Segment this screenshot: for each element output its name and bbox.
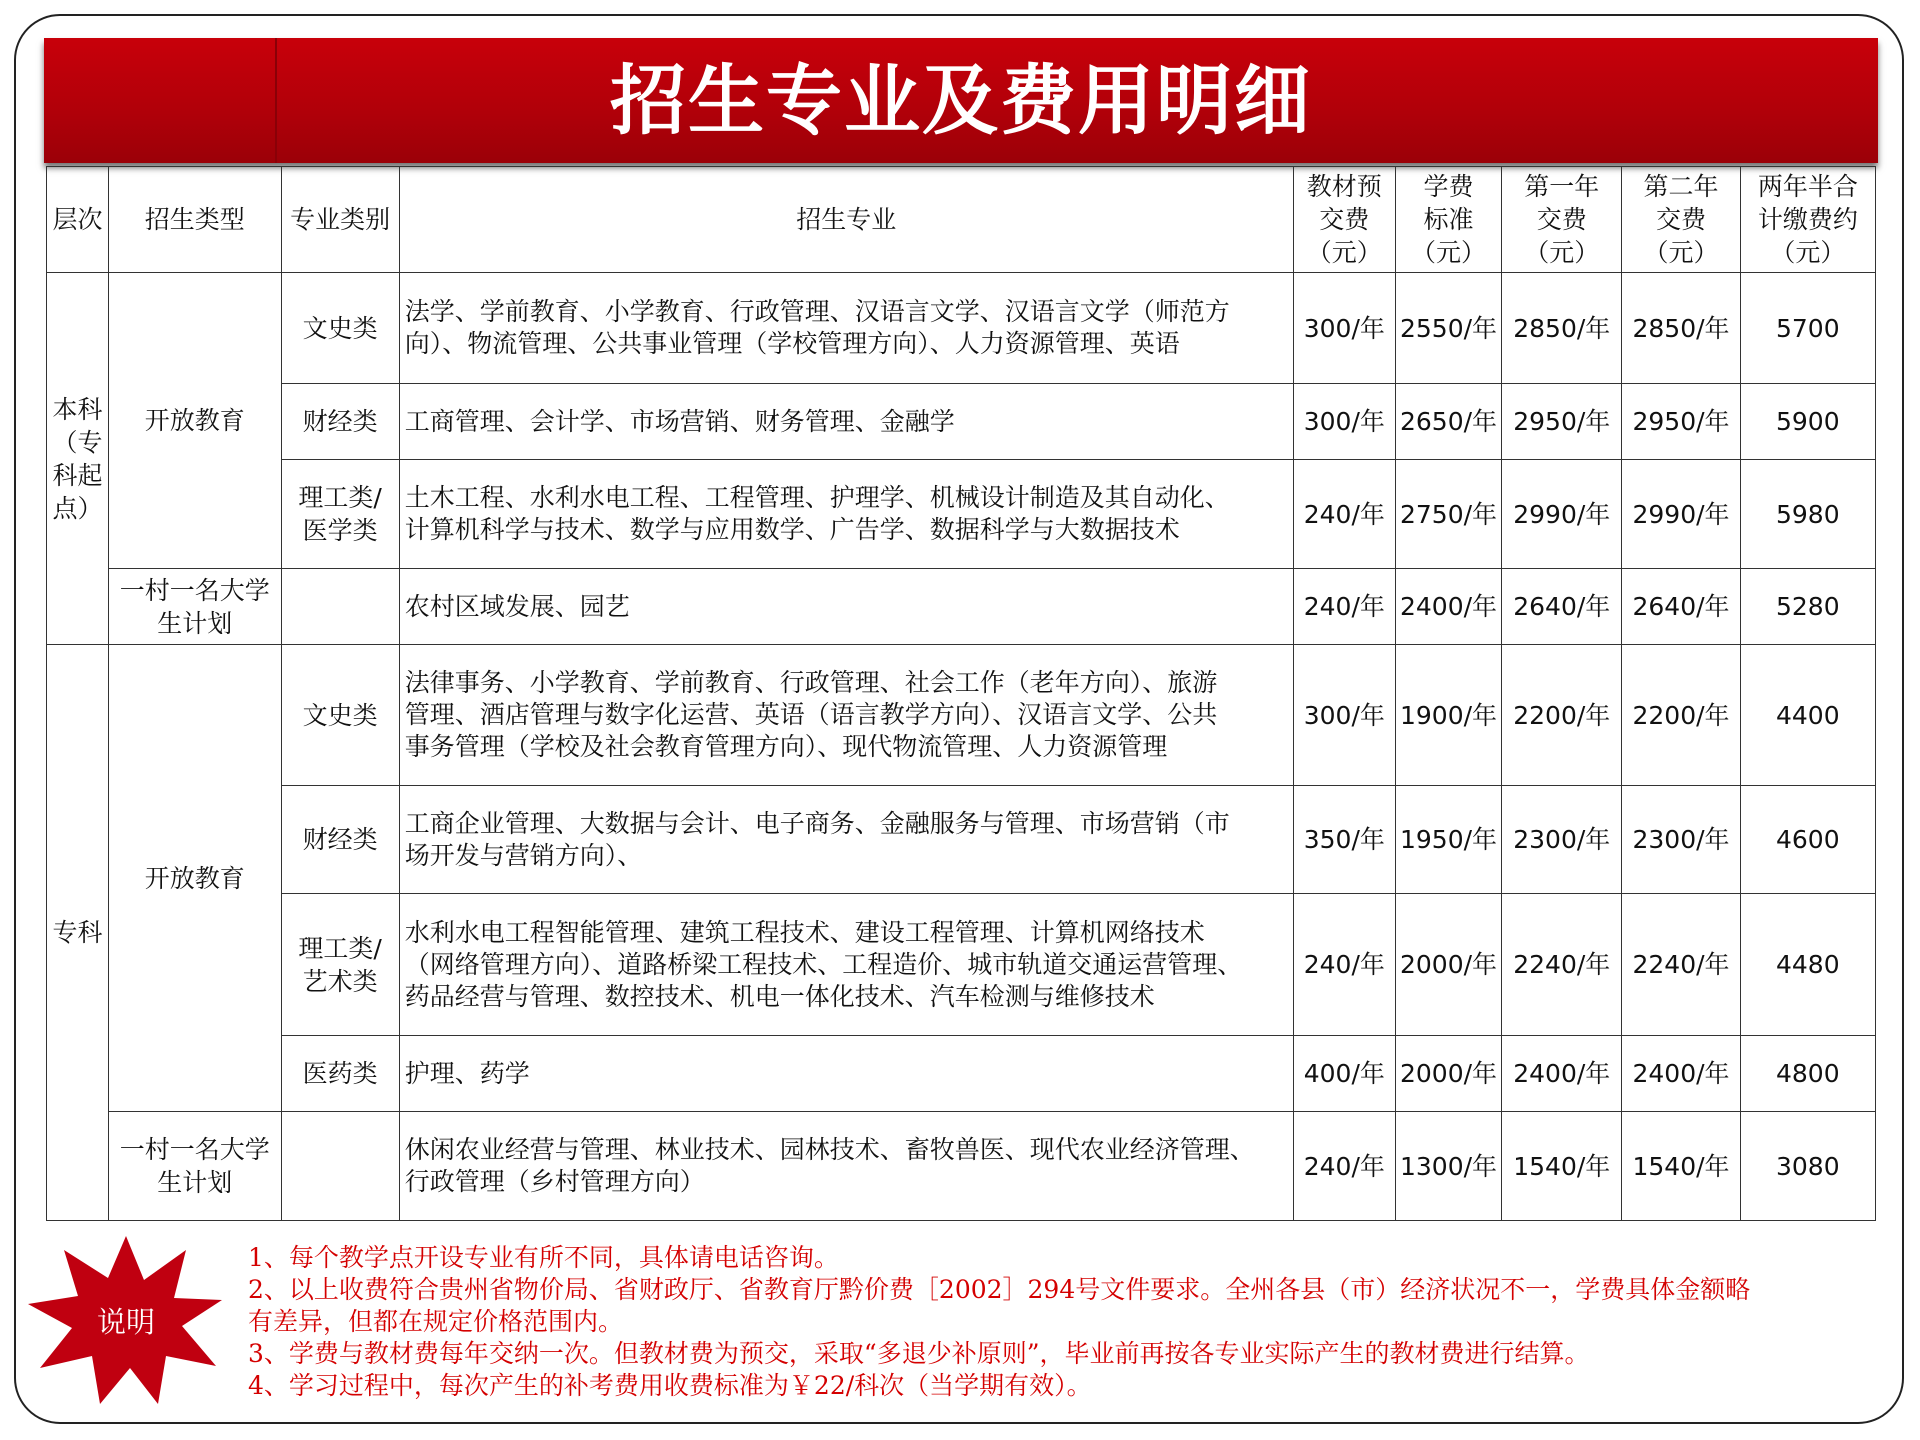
year2-cell: 2950/年 [1622,384,1740,460]
category-cell [281,460,399,569]
year1-cell: 2850/年 [1502,273,1622,384]
majors-line: 农村区域发展、园艺 [404,591,630,621]
majors-cell [399,384,1293,460]
header-textbook-line: 教材预 [1306,172,1382,201]
majors-line: 向）、物流管理、公共事业管理（学校管理方向）、人力资源管理、英语 [404,329,1180,358]
majors-line: 管理、酒店管理与数字化运营、英语（语言教学方向）、汉语言文学、公共 [404,700,1218,729]
tuition-cell: 2550/年 [1395,273,1501,384]
title-banner [44,38,1878,163]
majors-cell [399,1036,1293,1112]
year2-cell: 2850/年 [1622,273,1740,384]
category-line: 理工类/ [298,483,382,512]
majors-line: 休闲农业经营与管理、林业技术、园林技术、畜牧兽医、现代农业经济管理、 [404,1135,1255,1164]
textbook-fee-cell: 400/年 [1293,1036,1395,1112]
year2-cell: 2640/年 [1622,569,1740,645]
header-majors: 招生专业 [399,167,1293,273]
year2-cell: 2240/年 [1622,894,1740,1036]
tuition-cell: 2000/年 [1395,894,1501,1036]
category-line: 艺术类 [302,966,378,996]
year1-cell: 2240/年 [1502,894,1622,1036]
table-row [47,1112,1876,1221]
majors-line: 法学、学前教育、小学教育、行政管理、汉语言文学、汉语言文学（师范方 [404,297,1230,326]
category-line: 医学类 [302,516,378,545]
category-line: 理工类/ [298,933,382,963]
table-row [47,894,1876,1036]
category-cell [281,894,399,1036]
level-cell-zhuanke: 专科 [47,645,109,1221]
header-category: 专业类别 [281,167,399,273]
majors-line: 行政管理（乡村管理方向） [404,1167,705,1196]
year1-cell: 2200/年 [1502,645,1622,786]
total-cell: 4480 [1740,894,1875,1036]
year1-cell: 2990/年 [1502,460,1622,569]
table-row [47,273,1876,384]
tuition-cell: 2650/年 [1395,384,1501,460]
tuition-cell: 1900/年 [1395,645,1501,786]
category-cell [281,1112,399,1221]
majors-cell [399,569,1293,645]
textbook-fee-cell: 240/年 [1293,460,1395,569]
year1-cell: 2400/年 [1502,1036,1622,1112]
textbook-fee-cell: 240/年 [1293,1112,1395,1221]
header-tuition-line: （元） [1411,238,1487,267]
header-textbook-fee [1293,167,1395,273]
header-year1 [1502,167,1622,273]
majors-line: 场开发与营销方向）、 [404,840,643,870]
majors-cell [399,894,1293,1036]
majors-line: 法律事务、小学教育、学前教育、行政管理、社会工作（老年方向）、旅游 [404,668,1218,697]
header-textbook-line: 交费 [1319,205,1370,234]
header-total-line: （元） [1770,238,1846,267]
year2-cell: 2300/年 [1622,786,1740,894]
year2-cell: 2400/年 [1622,1036,1740,1112]
note-item: 3、学费与教材费每年交纳一次。但教材费为预交，采取“多退少补原则”，毕业前再按各专业实际产生的教材费进行结算。 [248,1339,1590,1368]
tuition-cell: 2000/年 [1395,1036,1501,1112]
majors-line: 药品经营与管理、数控技术、机电一体化技术、汽车检测与维修技术 [404,981,1155,1011]
enroll-type-cell [109,569,281,645]
tuition-cell: 2750/年 [1395,460,1501,569]
total-cell: 4600 [1740,786,1875,894]
table-row [47,460,1876,569]
header-total-line: 两年半合 [1757,172,1858,201]
total-cell: 5280 [1740,569,1875,645]
category-cell: 财经类 [281,786,399,894]
year1-cell: 2300/年 [1502,786,1622,894]
enroll-type-line: 一村一名大学 [119,575,270,605]
note-item: 1、每个教学点开设专业有所不同，具体请电话咨询。 [248,1243,839,1272]
year1-cell: 2640/年 [1502,569,1622,645]
total-cell: 5980 [1740,460,1875,569]
page-title: 招生专业及费用明细 [610,56,1312,145]
year2-cell: 2200/年 [1622,645,1740,786]
tuition-cell: 2400/年 [1395,569,1501,645]
year2-cell: 1540/年 [1622,1112,1740,1221]
enroll-type-cell: 开放教育 [109,645,281,1112]
header-enroll-type: 招生类型 [109,167,281,273]
majors-cell [399,1112,1293,1221]
textbook-fee-cell: 240/年 [1293,894,1395,1036]
tuition-cell: 1300/年 [1395,1112,1501,1221]
year2-cell: 2990/年 [1622,460,1740,569]
majors-cell [399,460,1293,569]
header-textbook-line: （元） [1306,238,1382,267]
table-row [47,786,1876,894]
enroll-type-cell: 开放教育 [109,273,281,569]
majors-line: 计算机科学与技术、数学与应用数学、广告学、数据科学与大数据技术 [404,515,1180,544]
majors-cell [399,786,1293,894]
header-year2 [1622,167,1740,273]
header-year1-line: （元） [1524,238,1600,267]
total-cell: 5900 [1740,384,1875,460]
header-row [47,167,1876,273]
header-year1-line: 交费 [1536,205,1587,234]
header-tuition-line: 标准 [1423,205,1474,234]
majors-line: 工商管理、会计学、市场营销、财务管理、金融学 [404,406,955,436]
textbook-fee-cell: 300/年 [1293,384,1395,460]
year1-cell: 1540/年 [1502,1112,1622,1221]
header-year2-line: （元） [1643,238,1719,267]
header-level: 层次 [47,167,109,273]
category-cell: 医药类 [281,1036,399,1112]
textbook-fee-cell: 300/年 [1293,273,1395,384]
majors-line: 水利水电工程智能管理、建筑工程技术、建设工程管理、计算机网络技术 [404,917,1205,947]
table-row [47,645,1876,786]
majors-line: 工商企业管理、大数据与会计、电子商务、金融服务与管理、市场营销（市 [404,808,1230,838]
level-line: 科起 [52,460,103,490]
table-row [47,1036,1876,1112]
enroll-type-line: 一村一名大学 [119,1135,270,1164]
textbook-fee-cell: 350/年 [1293,786,1395,894]
note-item: 有差异，但都在规定价格范围内。 [248,1307,624,1336]
enroll-type-line: 生计划 [157,1168,233,1197]
header-tuition-line: 学费 [1423,172,1474,201]
level-line: 点） [52,493,103,523]
header-year2-line: 第二年 [1643,172,1719,201]
category-cell: 财经类 [281,384,399,460]
header-year1-line: 第一年 [1524,172,1600,201]
level-line: （专 [52,427,103,457]
category-cell: 文史类 [281,645,399,786]
category-cell [281,569,399,645]
majors-line: （网络管理方向）、道路桥梁工程技术、工程造价、城市轨道交通运营管理、 [404,949,1243,979]
majors-cell [399,273,1293,384]
header-total-line: 计缴费约 [1757,205,1858,234]
header-total [1740,167,1875,273]
table-row [47,569,1876,645]
header-tuition [1395,167,1501,273]
majors-line: 土木工程、水利水电工程、工程管理、护理学、机械设计制造及其自动化、 [404,483,1230,512]
total-cell: 3080 [1740,1112,1875,1221]
majors-line: 护理、药学 [404,1058,530,1088]
notes-list [248,1242,1898,1402]
category-cell: 文史类 [281,273,399,384]
total-cell: 4400 [1740,645,1875,786]
header-year2-line: 交费 [1656,205,1707,234]
level-cell-benke [47,273,109,645]
tuition-cell: 1950/年 [1395,786,1501,894]
note-item: 2、以上收费符合贵州省物价局、省财政厅、省教育厅黔价费［2002］294号文件要求。全州各县（市）经济状况不一，学费具体金额略 [248,1275,1751,1304]
textbook-fee-cell: 240/年 [1293,569,1395,645]
level-line: 本科 [52,394,103,424]
textbook-fee-cell: 300/年 [1293,645,1395,786]
majors-line: 事务管理（学校及社会教育管理方向）、现代物流管理、人力资源管理 [404,732,1168,761]
year1-cell: 2950/年 [1502,384,1622,460]
note-item: 4、学习过程中，每次产生的补考费用收费标准为￥22/科次（当学期有效）。 [248,1371,1092,1400]
majors-cell [399,645,1293,786]
table-row [47,384,1876,460]
enroll-type-cell [109,1112,281,1221]
total-cell: 4800 [1740,1036,1875,1112]
fee-table [46,166,1876,1221]
total-cell: 5700 [1740,273,1875,384]
enroll-type-line: 生计划 [157,608,233,638]
notes-label: 说明 [96,1305,155,1339]
